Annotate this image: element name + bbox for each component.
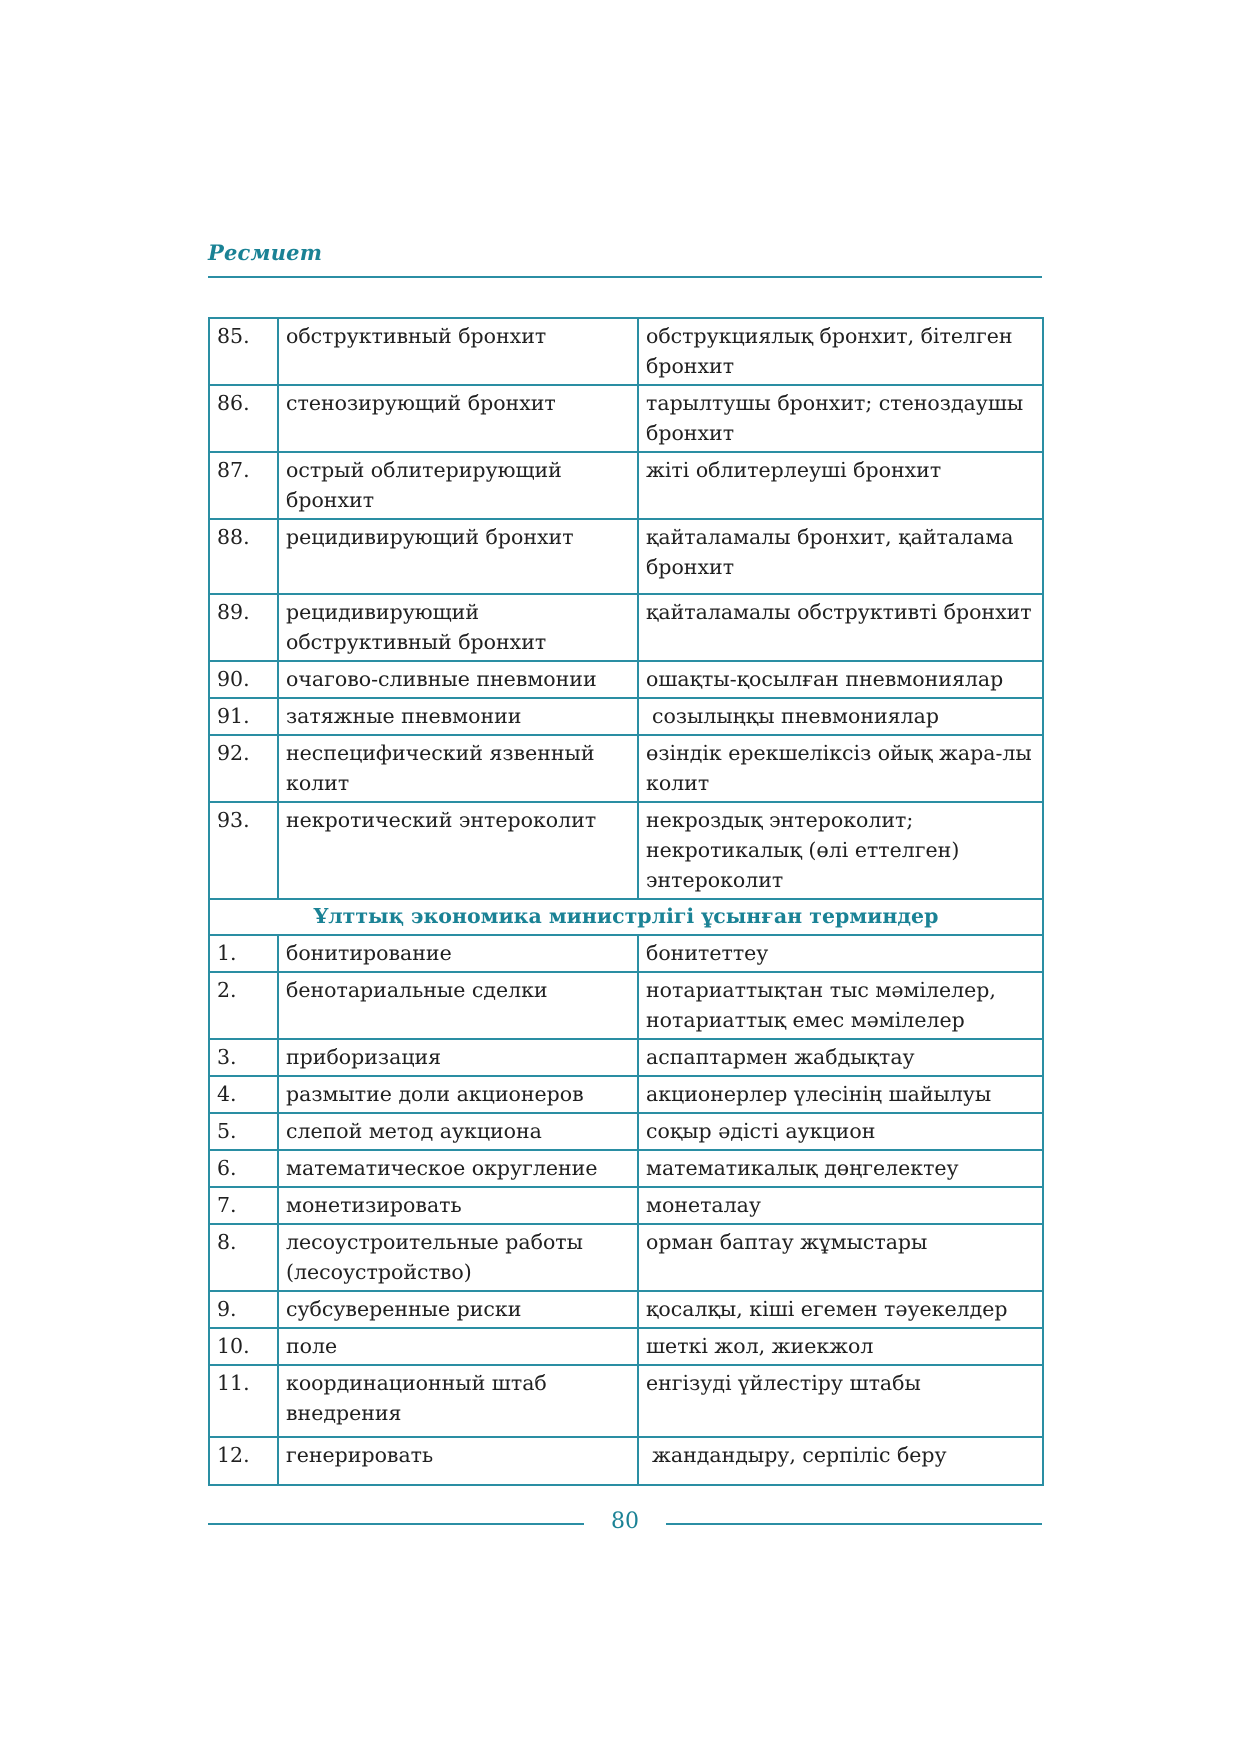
term-kazakh: соқыр әдісті аукцион (638, 1113, 1043, 1150)
table-row (209, 452, 1043, 519)
term-number: 90. (209, 661, 278, 698)
term-russian: размытие доли акционеров (278, 1076, 638, 1113)
term-number: 5. (209, 1113, 278, 1150)
term-russian: приборизация (278, 1039, 638, 1076)
term-number: 7. (209, 1187, 278, 1224)
running-header: Ресмиет (208, 240, 323, 265)
table-row (209, 698, 1043, 735)
footer-divider-left (208, 1523, 584, 1525)
term-number: 10. (209, 1328, 278, 1365)
term-kazakh: тарылтушы бронхит; стеноздаушы бронхит (638, 385, 1043, 452)
term-russian: рецидивирующий бронхит (278, 519, 638, 594)
table-row (209, 661, 1043, 698)
term-kazakh: өзіндік ерекшеліксіз ойық жара-лы колит (638, 735, 1043, 802)
term-russian: стенозирующий бронхит (278, 385, 638, 452)
term-number: 86. (209, 385, 278, 452)
table-row (209, 1437, 1043, 1485)
term-russian: генерировать (278, 1437, 638, 1485)
table-row (209, 519, 1043, 594)
term-kazakh: некроздық энтероколит; некротикалық (өлі еттелген) энтероколит (638, 802, 1043, 899)
page-number: 80 (611, 1509, 639, 1534)
term-kazakh: жіті облитерлеуші бронхит (638, 452, 1043, 519)
term-number: 91. (209, 698, 278, 735)
term-russian: слепой метод аукциона (278, 1113, 638, 1150)
table-row (209, 1187, 1043, 1224)
term-number: 6. (209, 1150, 278, 1187)
term-number: 9. (209, 1291, 278, 1328)
term-russian: обструктивный бронхит (278, 318, 638, 385)
term-kazakh: шеткі жол, жиекжол (638, 1328, 1043, 1365)
term-kazakh: енгізуді үйлестіру штабы (638, 1365, 1043, 1437)
table-row (209, 1113, 1043, 1150)
term-russian: бенотариальные сделки (278, 972, 638, 1039)
table-row (209, 802, 1043, 899)
term-kazakh: қайталамалы обструктивті бронхит (638, 594, 1043, 661)
term-russian: субсуверенные риски (278, 1291, 638, 1328)
terms-table (208, 317, 1044, 1486)
term-number: 92. (209, 735, 278, 802)
term-russian: монетизировать (278, 1187, 638, 1224)
term-kazakh: монеталау (638, 1187, 1043, 1224)
term-russian: некротический энтероколит (278, 802, 638, 899)
term-number: 3. (209, 1039, 278, 1076)
term-number: 85. (209, 318, 278, 385)
term-russian: неспецифический язвенный колит (278, 735, 638, 802)
term-kazakh: созылыңқы пневмониялар (638, 698, 1043, 735)
term-number: 87. (209, 452, 278, 519)
term-russian: бонитирование (278, 935, 638, 972)
term-number: 11. (209, 1365, 278, 1437)
table-row (209, 1291, 1043, 1328)
term-kazakh: орман баптау жұмыстары (638, 1224, 1043, 1291)
table-row (209, 935, 1043, 972)
term-number: 2. (209, 972, 278, 1039)
term-russian: математическое округление (278, 1150, 638, 1187)
footer-divider-right (666, 1523, 1042, 1525)
term-kazakh: нотариаттықтан тыс мәмілелер, нотариаттық емес мәмілелер (638, 972, 1043, 1039)
term-kazakh: ошақты-қосылған пневмониялар (638, 661, 1043, 698)
term-number: 12. (209, 1437, 278, 1485)
term-number: 93. (209, 802, 278, 899)
term-kazakh: математикалық дөңгелектеу (638, 1150, 1043, 1187)
table-row (209, 594, 1043, 661)
term-kazakh: акционерлер үлесінің шайылуы (638, 1076, 1043, 1113)
terms-table-body (209, 318, 1043, 1485)
term-kazakh: бонитеттеу (638, 935, 1043, 972)
term-russian: затяжные пневмонии (278, 698, 638, 735)
table-row (209, 735, 1043, 802)
term-number: 1. (209, 935, 278, 972)
term-russian: координационный штаб внедрения (278, 1365, 638, 1437)
table-row (209, 385, 1043, 452)
table-row (209, 1224, 1043, 1291)
term-number: 8. (209, 1224, 278, 1291)
term-russian: лесоустроительные работы (лесоустройство) (278, 1224, 638, 1291)
table-row (209, 1328, 1043, 1365)
term-number: 4. (209, 1076, 278, 1113)
term-russian: очагово-сливные пневмонии (278, 661, 638, 698)
table-row (209, 1076, 1043, 1113)
section-heading: Ұлттық экономика министрлігі ұсынған терминдер (209, 899, 1043, 935)
term-kazakh: қайталамалы бронхит, қайталама бронхит (638, 519, 1043, 594)
term-kazakh: қосалқы, кіші егемен тәуекелдер (638, 1291, 1043, 1328)
header-divider (208, 276, 1042, 278)
table-row (209, 1039, 1043, 1076)
term-number: 89. (209, 594, 278, 661)
table-row (209, 1365, 1043, 1437)
table-row (209, 972, 1043, 1039)
section-heading-row (209, 899, 1043, 935)
table-row (209, 1150, 1043, 1187)
term-russian: поле (278, 1328, 638, 1365)
term-kazakh: аспаптармен жабдықтау (638, 1039, 1043, 1076)
term-russian: острый облитерирующий бронхит (278, 452, 638, 519)
term-number: 88. (209, 519, 278, 594)
term-kazakh: жандандыру, серпіліс беру (638, 1437, 1043, 1485)
term-kazakh: обструкциялық бронхит, бітелген бронхит (638, 318, 1043, 385)
term-russian: рецидивирующий обструктивный бронхит (278, 594, 638, 661)
table-row (209, 318, 1043, 385)
